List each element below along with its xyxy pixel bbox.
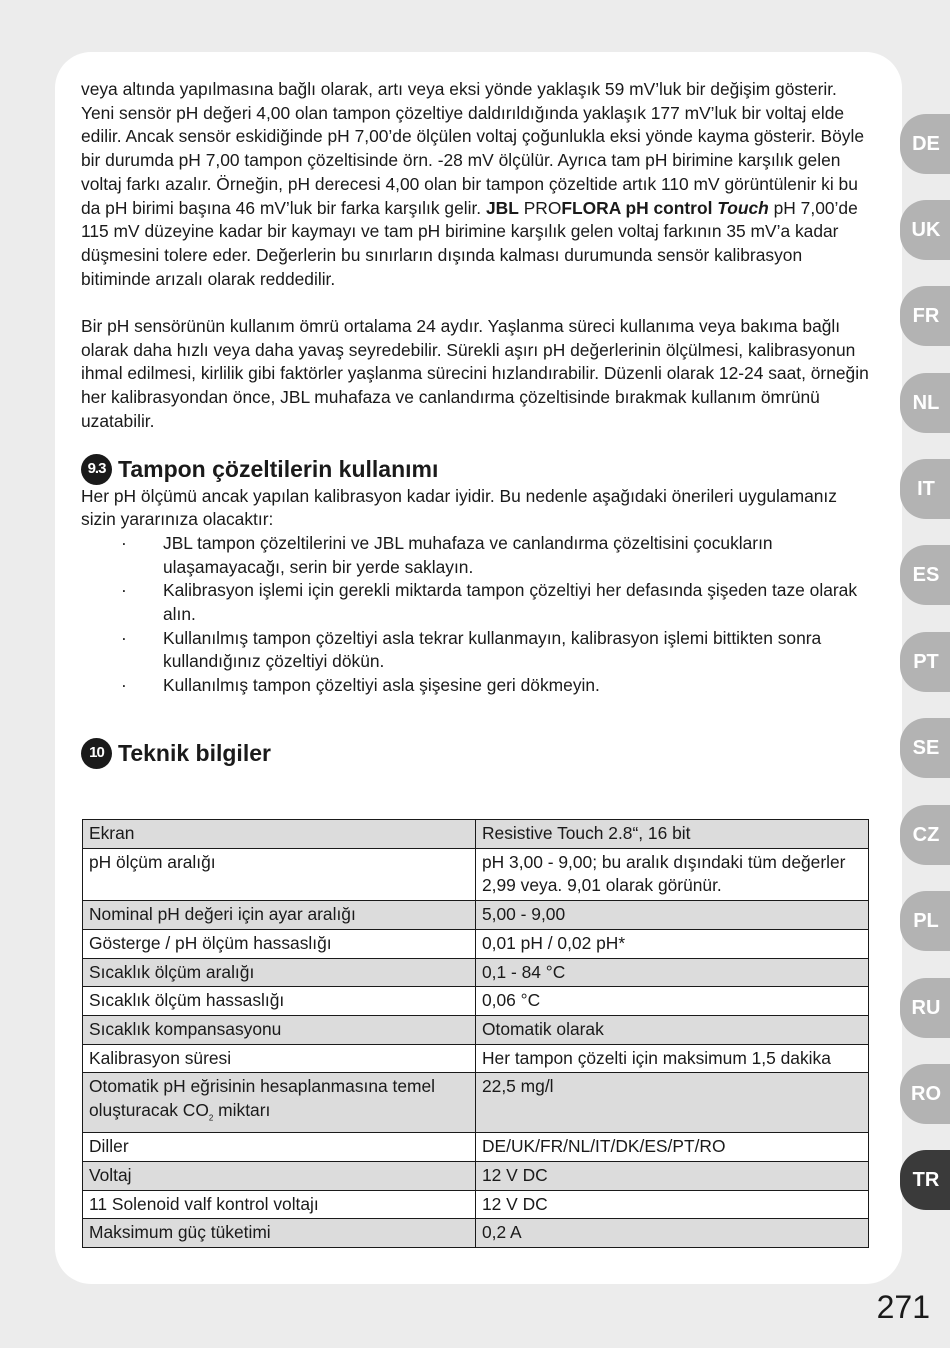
spec-label: pH ölçüm aralığı: [83, 848, 476, 900]
spec-label-text-end: miktarı: [213, 1100, 271, 1121]
spec-value: 0,2 A: [476, 1219, 869, 1248]
list-item-text: Kalibrasyon işlemi için gerekli miktarda tampon çözeltiyi her defasında şişeden taze olarak alın.: [163, 580, 858, 625]
tab-it[interactable]: IT: [900, 459, 950, 519]
section-number-badge: 9.3: [81, 454, 112, 485]
spec-label: 11 Solenoid valf kontrol voltajı: [83, 1190, 476, 1219]
table-row: [83, 820, 869, 849]
list-item: [81, 579, 871, 626]
spec-value: 5,00 - 9,00: [476, 901, 869, 930]
tab-fr[interactable]: FR: [900, 286, 950, 346]
tab-se[interactable]: SE: [900, 718, 950, 778]
language-tabs: [900, 0, 950, 1348]
paragraph-text: veya altında yapılmasına bağlı olarak, artı veya eksi yönde yaklaşık 59 mV’luk bir değişim gösterir. Yeni sensör pH değeri 4,00 olan tampon çözeltiye daldırıldığında yaklaşık 177 mV’luk bir voltaj elde edilir. Ancak sensör eskidiğinde pH 7,00’de ölçülen voltaj çoğunlukla eksi yönde kayma gösterir. Böyle bir durumda pH 7,00 tampon çözeltisinde örn. -28 mV ölçülür. Ayrıca tam pH birimine karşılık gelen voltaj farkı azalır. Örneğin, pH derecesi 4,00 olan bir tampon çözeltide artık 110 mV görüntülenir ki bu da pH birimi başına 46 mV’luk bir farka karşılık gelir.: [81, 79, 865, 218]
tab-nl[interactable]: NL: [900, 373, 950, 433]
spec-value: 12 V DC: [476, 1190, 869, 1219]
list-item: [81, 532, 871, 579]
table-row: [83, 1219, 869, 1248]
bullet-icon: ·: [121, 675, 127, 696]
tab-uk[interactable]: UK: [900, 200, 950, 260]
table-row: [83, 1190, 869, 1219]
table-row: [83, 901, 869, 930]
list-item: [81, 674, 871, 698]
paragraph-sensor-drift: [81, 78, 871, 291]
tab-tr[interactable]: TR: [900, 1150, 950, 1210]
spec-label: Ekran: [83, 820, 476, 849]
co2-subscript: 2: [208, 1113, 214, 1123]
tab-de[interactable]: DE: [900, 114, 950, 174]
spec-label: Sıcaklık ölçüm hassaslığı: [83, 987, 476, 1016]
spec-label: Gösterge / pH ölçüm hassaslığı: [83, 929, 476, 958]
spec-label: Nominal pH değeri için ayar aralığı: [83, 901, 476, 930]
page-number: 271: [876, 1289, 930, 1325]
table-row: [83, 929, 869, 958]
section-number-badge: 10: [81, 738, 112, 769]
spec-value: Her tampon çözelti için maksimum 1,5 dakika: [476, 1044, 869, 1073]
bullet-icon: ·: [121, 627, 127, 648]
table-row: [83, 1133, 869, 1162]
spec-label: Kalibrasyon süresi: [83, 1044, 476, 1073]
paragraph-text-end: pH 7,00’de 115 mV düzeyine kadar bir kaymayı ve tam pH birimine karşılık gelen voltaj farkının 35 mV’a kadar düşmesini tolere eder. Değerlerin bu sınırların dışında kalması durumunda sensör kalibrasyon bitiminde arızalı olarak reddedilir.: [81, 197, 858, 289]
tab-ro[interactable]: RO: [900, 1064, 950, 1124]
brand-touch: Touch: [717, 197, 769, 218]
spec-label-text: Otomatik pH eğrisinin hesaplanmasına temel oluşturacak CO: [89, 1076, 436, 1121]
spec-label: Sıcaklık kompansasyonu: [83, 1015, 476, 1044]
tab-pl[interactable]: PL: [900, 891, 950, 951]
table-row: [83, 987, 869, 1016]
tab-es[interactable]: ES: [900, 545, 950, 605]
bullet-icon: ·: [121, 580, 127, 601]
table-row: [83, 1044, 869, 1073]
spec-value: Resistive Touch 2.8“, 16 bit: [476, 820, 869, 849]
section-title: Teknik bilgiler: [118, 740, 271, 767]
list-item: [81, 627, 871, 674]
section-title: Tampon çözeltilerin kullanımı: [118, 456, 439, 483]
brand-jbl: JBL: [485, 197, 519, 218]
bullet-icon: ·: [121, 532, 127, 553]
list-item-text: Kullanılmış tampon çözeltiyi asla tekrar kullanmayın, kalibrasyon işlemi bittikten sonra kullandığınız çözeltiyi dökün.: [163, 627, 822, 672]
main-content: [81, 78, 871, 769]
technical-specs-table: [82, 819, 869, 1248]
spec-value: 0,01 pH / 0,02 pH*: [476, 929, 869, 958]
spec-value: Otomatik olarak: [476, 1015, 869, 1044]
spec-value: 22,5 mg/l: [476, 1073, 869, 1133]
spec-label: [83, 1073, 476, 1133]
section-heading-9-3: [81, 454, 871, 485]
spec-value: 12 V DC: [476, 1161, 869, 1190]
tab-pt[interactable]: PT: [900, 632, 950, 692]
table-row: [83, 848, 869, 900]
list-item-text: JBL tampon çözeltilerini ve JBL muhafaza ve canlandırma çözeltisini çocukların ulaşamayacağı, serin bir yerde saklayın.: [163, 532, 773, 577]
table-row: [83, 1015, 869, 1044]
table-row: [83, 958, 869, 987]
spec-value: 0,1 - 84 °C: [476, 958, 869, 987]
section-intro: Her pH ölçümü ancak yapılan kalibrasyon kadar iyidir. Bu nedenle aşağıdaki önerileri uygulamanız sizin yararınıza olacaktır:: [81, 485, 837, 530]
spec-label: Sıcaklık ölçüm aralığı: [83, 958, 476, 987]
spec-label: Maksimum güç tüketimi: [83, 1219, 476, 1248]
list-item-text: Kullanılmış tampon çözeltiyi asla şişesine geri dökmeyin.: [163, 675, 600, 696]
spec-label: Voltaj: [83, 1161, 476, 1190]
table-row: [83, 1073, 869, 1133]
spec-value: 0,06 °C: [476, 987, 869, 1016]
table-row: [83, 1161, 869, 1190]
spec-label: Diller: [83, 1133, 476, 1162]
spec-value: pH 3,00 - 9,00; bu aralık dışındaki tüm değerler 2,99 veya. 9,01 olarak görünür.: [476, 848, 869, 900]
spec-value: DE/UK/FR/NL/IT/DK/ES/PT/RO: [476, 1133, 869, 1162]
brand-pro: PRO: [523, 197, 562, 218]
tab-ru[interactable]: RU: [900, 978, 950, 1038]
tab-cz[interactable]: CZ: [900, 805, 950, 865]
brand-flora: FLORA pH control: [561, 197, 713, 218]
section-heading-10: [81, 738, 871, 769]
recommendation-list: [81, 532, 871, 698]
paragraph-sensor-lifetime: Bir pH sensörünün kullanım ömrü ortalama 24 aydır. Yaşlanma süreci kullanıma veya bakıma bağlı olarak daha hızlı veya daha yavaş seyredebilir. Sürekli aşırı pH değerlerinin ölçülmesi, kalibrasyonun ihmal edilmesi, kirlilik gibi faktörler yaşlanma sürecini hızlandırabilir. Düzenli olarak 12-24 saat, örneğin her kalibrasyondan önce, JBL muhafaza ve canlandırma çözeltisinde bırakmak kullanım ömrünü uzatabilir.: [81, 316, 869, 431]
